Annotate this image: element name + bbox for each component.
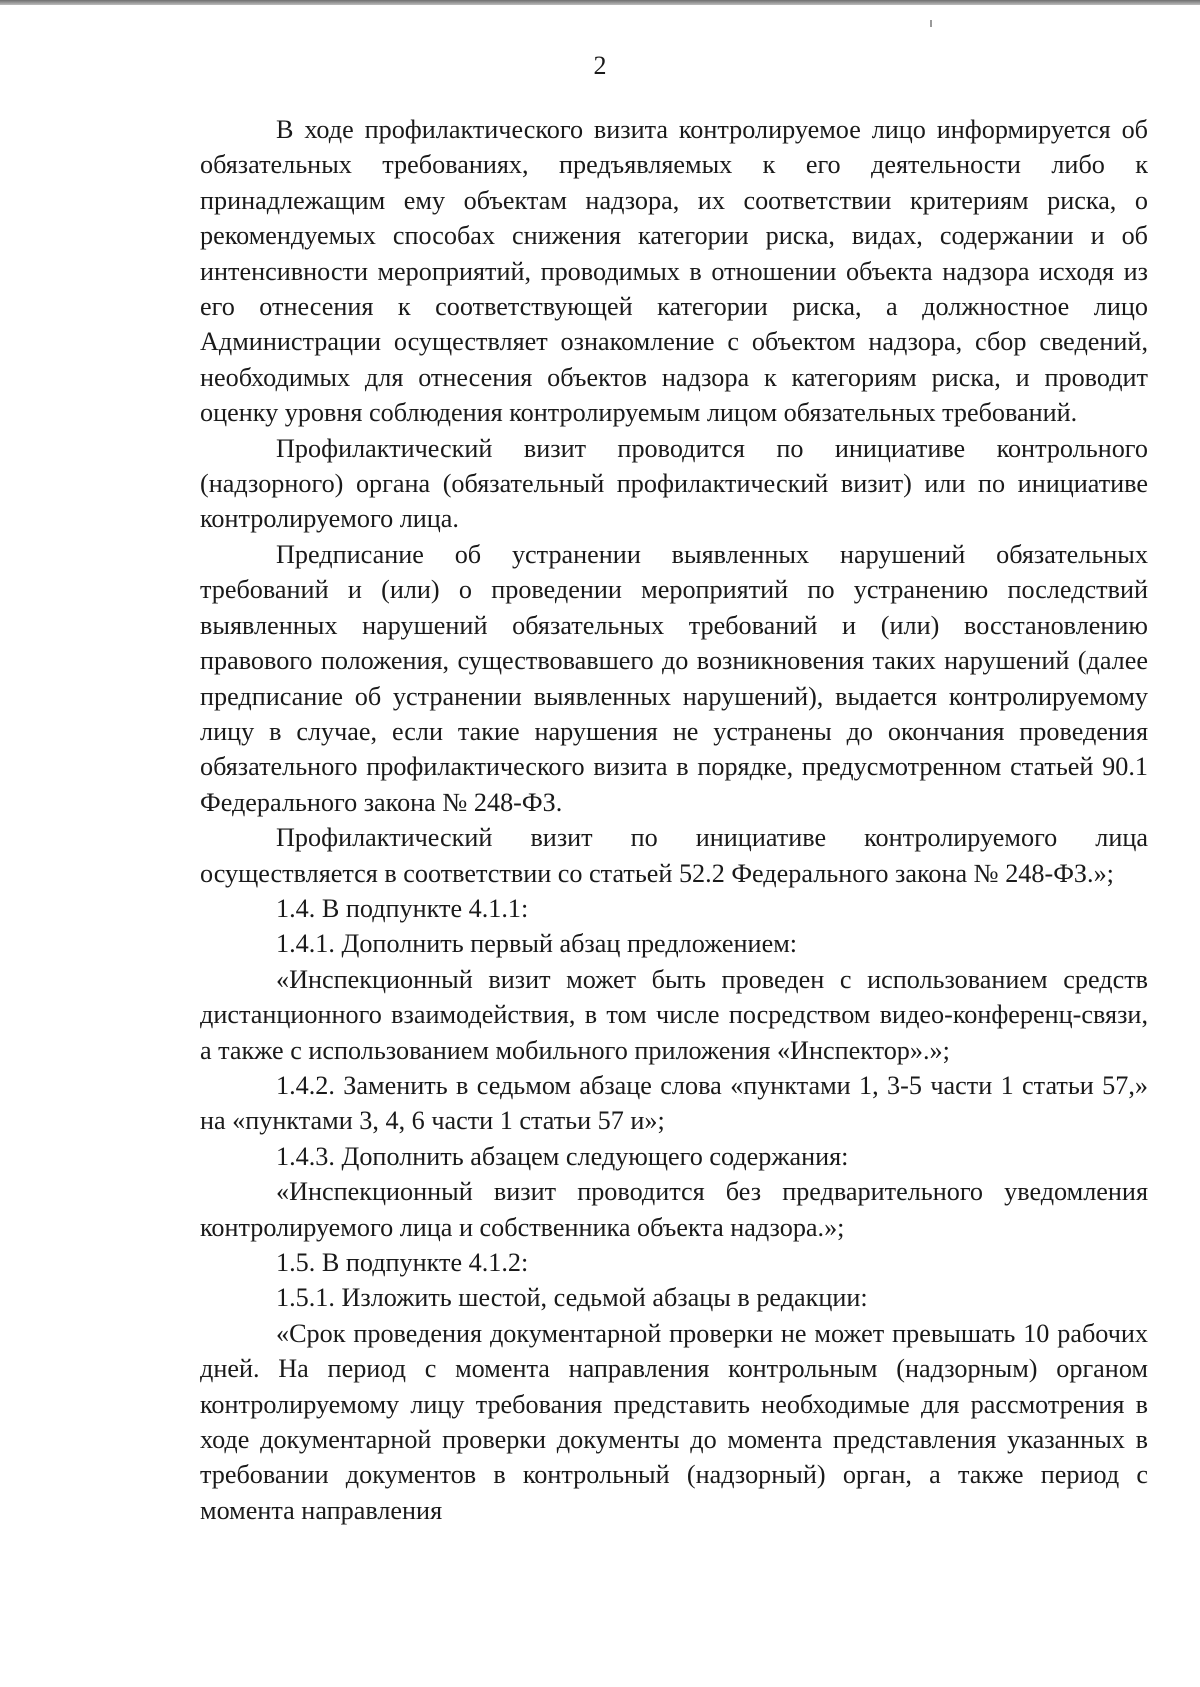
- paragraph-visit-article-52-2: Профилактический визит по инициативе контролируемого лица осуществляется в соответствии со статьей 52.2 Федерального закона № 248-ФЗ.»;: [200, 823, 1148, 888]
- document-body: [200, 112, 1148, 1528]
- paragraph-documentary-check-term: «Срок проведения документарной проверки не может превышать 10 рабочих дней. На период с момента направления контрольным (надзорным) органом контролируемому лицу требования представить необходимые для рассмотрения в ходе документарной проверки документы до момента представления указанных в требовании документов в контрольный (надзорный) орган, а также период с момента направления: [200, 1318, 1148, 1525]
- paragraph-1-5: 1.5. В подпункте 4.1.2:: [276, 1248, 529, 1277]
- scan-top-edge: [0, 0, 1200, 5]
- paragraph-visit-initiative: Профилактический визит проводится по инициативе контрольного (надзорного) органа (обязательный профилактический визит) или по инициативе контролируемого лица.: [200, 433, 1148, 534]
- paragraph-1-5-1: 1.5.1. Изложить шестой, седьмой абзацы в редакции:: [276, 1283, 868, 1313]
- scan-speck: [930, 20, 932, 27]
- paragraph-1-4: 1.4. В подпункте 4.1.1:: [276, 893, 529, 923]
- paragraph-inspection-remote: «Инспекционный визит может быть проведен с использованием средств дистанционного взаимодействия, в том числе посредством видео-конференц-связи, а также с использованием мобильного приложения «Инспектор».»;: [200, 964, 1148, 1065]
- paragraph-visit-information: В ходе профилактического визита контролируемое лицо информируется об обязательных требованиях, предъявляемых к его деятельности либо к принадлежащим ему объектам надзора, их соответствии критериям риска, о рекомендуемых способах снижения категории риска, видах, содержании и об интенсивности мероприятий, проводимых в отношении объекта надзора исходя из его отнесения к соответствующей категории риска, а должностное лицо Администрации осуществляет ознакомление с объектом надзора, сбор сведений, необходимых для отнесения объектов надзора к категориям риска, и проводит оценку уровня соблюдения контролируемым лицом обязательных требований.: [200, 115, 1148, 428]
- paragraph-inspection-no-notice: «Инспекционный визит проводится без предварительного уведомления контролируемого лица и собственника объекта надзора.»;: [200, 1177, 1148, 1242]
- page-number: 2: [593, 51, 607, 80]
- paragraph-1-4-1: 1.4.1. Дополнить первый абзац предложением:: [276, 929, 798, 959]
- paragraph-1-4-3: 1.4.3. Дополнить абзацем следующего содержания:: [276, 1141, 849, 1171]
- paragraph-1-4-2: 1.4.2. Заменить в седьмом абзаце слова «пунктами 1, 3-5 части 1 статьи 57,» на «пунктами 3, 4, 6 части 1 статьи 57 и»;: [200, 1070, 1148, 1136]
- paragraph-prescription: Предписание об устранении выявленных нарушений обязательных требований и (или) о проведении мероприятий по устранению последствий выявленных нарушений обязательных требований и (или) восстановлению правового положения, существовавшего до возникновения таких нарушений (далее предписание об устранении выявленных нарушений), выдается контролируемому лицу в случае, если такие нарушения не устранены до окончания проведения обязательного профилактического визита в порядке, предусмотренном статьей 90.1 Федерального закона № 248-ФЗ.: [200, 539, 1148, 817]
